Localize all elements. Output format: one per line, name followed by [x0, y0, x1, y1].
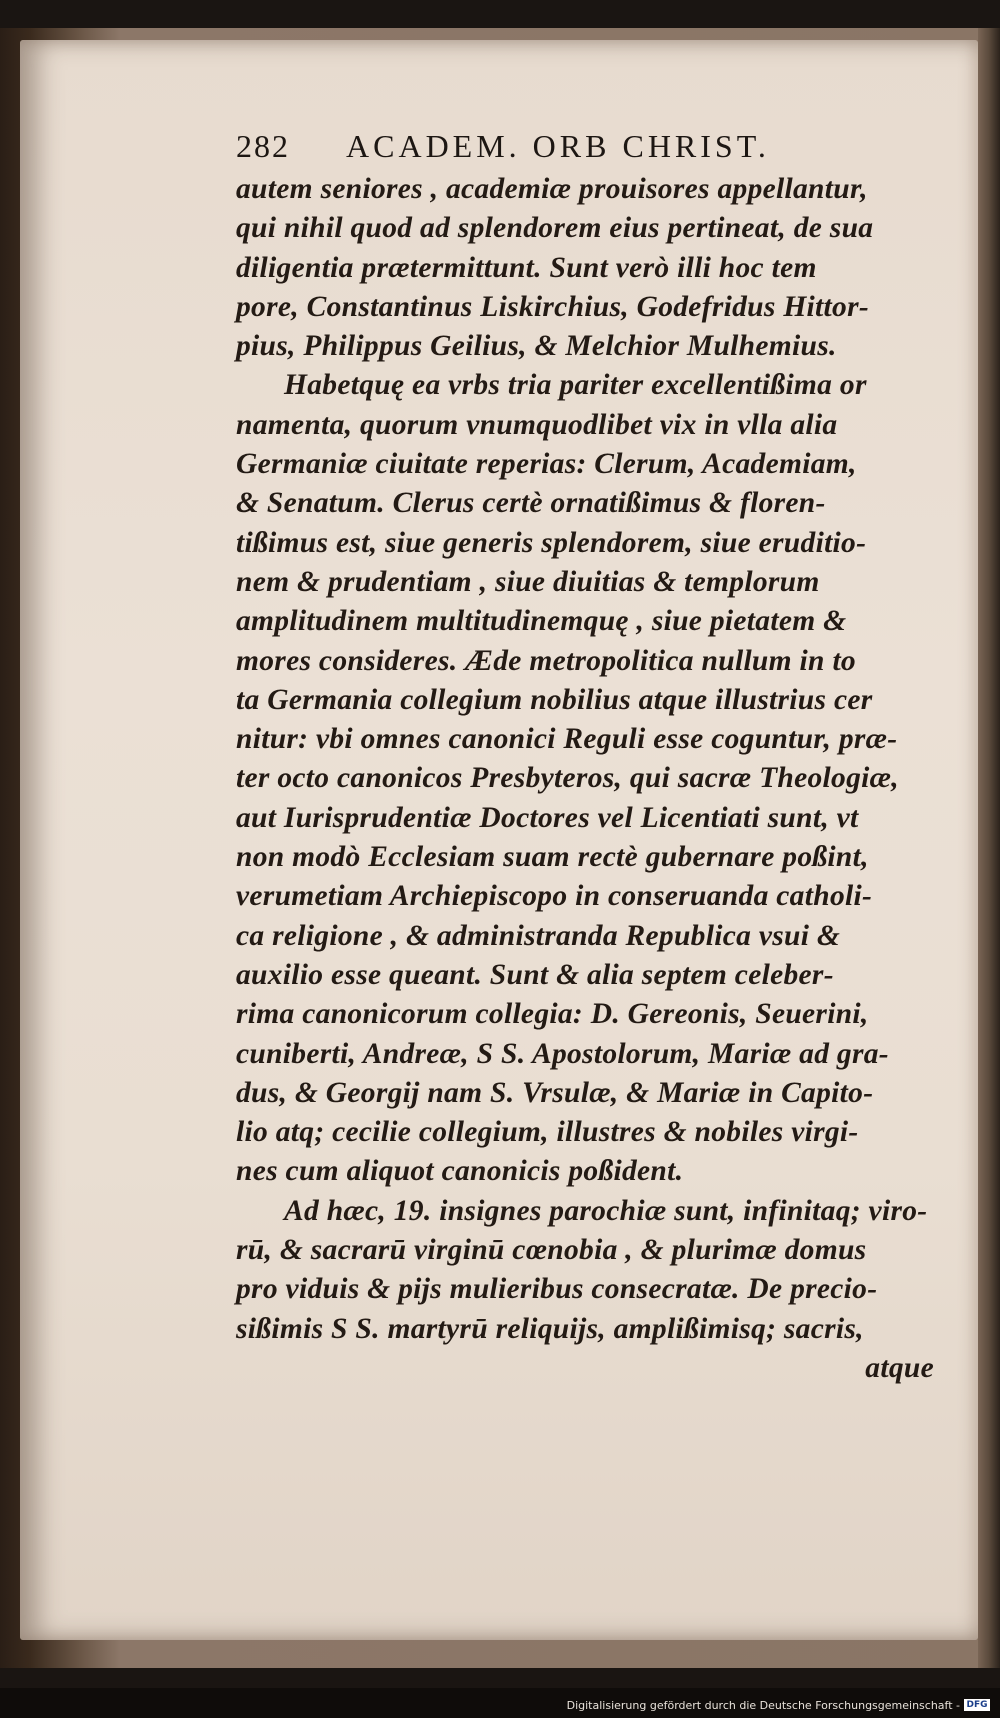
running-title: ACADEM. ORB CHRIST.	[346, 128, 770, 164]
text-line: qui nihil quod ad splendorem eius pertineat, de sua	[236, 212, 874, 245]
text-line: nes cum aliquot canonicis poßident.	[236, 1155, 684, 1188]
text-line: ca religione , & administranda Republica vsui &	[236, 919, 841, 952]
text-line: verumetiam Archiepiscopo in conseruanda catholi-	[236, 880, 873, 913]
text-line: tißimus est, siue generis splendorem, siue eruditio-	[236, 526, 867, 559]
text-line: nitur: vbi omnes canonici Reguli esse coguntur, præ-	[236, 723, 898, 756]
text-line: rū, & sacrarū virginū cœnobia , & plurimæ domus	[236, 1234, 867, 1267]
text-line: ter octo canonicos Presbyteros, qui sacræ Theologiæ,	[236, 762, 899, 795]
catchword: atque	[865, 1351, 934, 1384]
text-line: aut Iurisprudentiæ Doctores vel Licentiati sunt, vt	[236, 801, 859, 834]
book-edge	[978, 28, 1000, 1668]
page-header	[236, 128, 876, 168]
text-line: sißimis S S. martyrū reliquijs, amplißimisq; sacris,	[236, 1312, 864, 1345]
page-text	[236, 170, 936, 1388]
dfg-logo: DFG	[964, 1699, 990, 1711]
text-line: namenta, quorum vnumquodlibet vix in vlla alia	[236, 408, 838, 441]
text-line: pius, Philippus Geilius, & Melchior Mulhemius.	[236, 330, 837, 363]
text-line: cuniberti, Andreæ, S S. Apostolorum, Mariæ ad gra-	[236, 1037, 889, 1070]
text-line: lio atq; cecilie collegium, illustres & nobiles virgi-	[236, 1116, 859, 1149]
text-line: pore, Constantinus Liskirchius, Godefridus Hittor-	[236, 290, 870, 323]
text-line: auxilio esse queant. Sunt & alia septem celeber-	[236, 958, 834, 991]
text-line: Germaniæ ciuitate reperias: Clerum, Academiam,	[236, 448, 857, 481]
text-line: non modò Ecclesiam suam rectè gubernare poßint,	[236, 841, 869, 874]
paragraph-start-line: Habetquę ea vrbs tria pariter excellentißima or	[284, 369, 867, 402]
text-line: autem seniores , academiæ prouisores appellantur,	[236, 173, 868, 205]
text-line: dus, & Georgij nam S. Vrsulæ, & Mariæ in Capito-	[236, 1076, 874, 1109]
text-line: rima canonicorum collegia: D. Gereonis, Seuerini,	[236, 998, 869, 1031]
text-line: pro viduis & pijs mulieribus consecratæ. De precio-	[236, 1273, 878, 1306]
text-line: nem & prudentiam , siue diuitias & templorum	[236, 565, 820, 598]
text-line: ta Germania collegium nobilius atque illustrius cer	[236, 683, 873, 716]
paragraph-start-line: Ad hæc, 19. insignes parochiæ sunt, infinitaq; viro-	[284, 1194, 928, 1227]
page-number: 282	[236, 128, 290, 164]
text-line: & Senatum. Clerus certè ornatißimus & floren-	[236, 487, 826, 520]
text-line: amplitudinem multitudinemquę , siue pietatem &	[236, 605, 847, 638]
digitization-credit: Digitalisierung gefördert durch die Deutsche Forschungsgemeinschaft -	[566, 1699, 960, 1712]
text-line: mores consideres. Æde metropolitica nullum in to	[236, 644, 856, 677]
text-line: diligentia prætermittunt. Sunt verò illi hoc tem	[236, 251, 817, 284]
